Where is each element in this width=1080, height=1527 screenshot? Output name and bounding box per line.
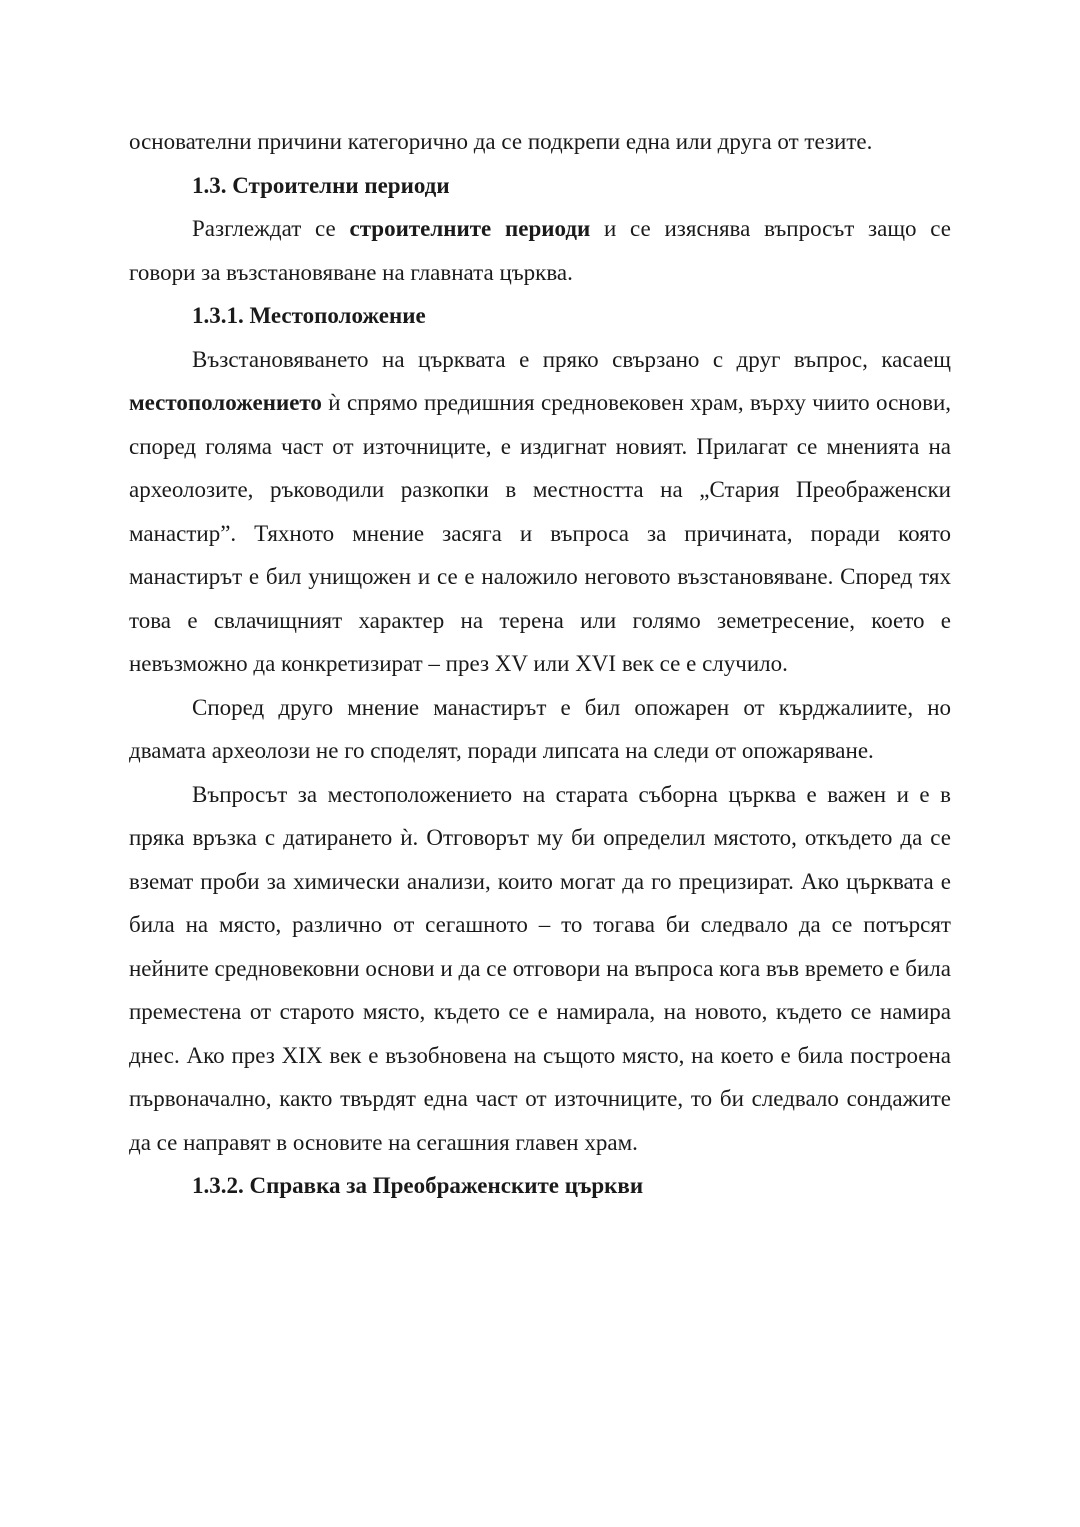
paragraph-text: Разглеждат се (192, 216, 350, 241)
paragraph-other-opinion: Според друго мнение манастирът е бил опожарен от кърджалиите, но двамата археолози не го споделят, поради липсата на следи от опожаряване. (129, 694, 951, 763)
paragraph-text: и се изяснява въпросът защо се говори за възстановяване на главната църква. (129, 216, 951, 285)
bold-term-location: местоположението (129, 390, 322, 415)
paragraph-text: Възстановяването на църквата е пряко свързано с друг въпрос, касаещ (192, 346, 951, 372)
paragraph-text: ѝ спрямо предишния средновековен храм, върху чиито основи, според голяма част от източниците, е издигнат новият. Прилагат се мненията на археолозите, ръководили разкопки в местността на „Стария Преображенски манастир”. Тяхното мнение засяга и въпроса за причината, поради която манастирът е бил унищожен и се е наложило неговото възстановяване. Според тях това е свлачищният характер на терена или голямо земетресение, което е невъзможно да конкретизират – през XV или XVI век се е случило. (129, 390, 951, 676)
paragraph-dating: Въпросът за местоположението на старата съборна църква е важен и е в пряка връзка с датирането ѝ. Отговорът му би определил мястото, откъдето да се вземат проби за химически анализи, които могат да го прецизират. Ако църквата е била на място, различно от сегашното – то тогава би следвало да се потърсят нейните средновековни основи и да се отговори на въпроса кога във времето е била преместена от старото място, където се е намирала, на новото, където се намира днес. Ако през XIX век е възобновена на същото място, на което е била построена първоначално, както твърдят една част от източниците, то би следвало сондажите да се направят в основите на сегашния главен храм. (129, 781, 951, 1155)
paragraph-continuation: основателни причини категорично да се подкрепи една или друга от тезите. (129, 129, 873, 154)
heading-1-3: 1.3. Строителни периоди (192, 172, 450, 198)
heading-1-3-1: 1.3.1. Местоположение (192, 303, 426, 328)
paragraph-location (129, 338, 951, 686)
document-page (129, 120, 951, 1208)
heading-1-3-2: 1.3.2. Справка за Преображенските църкви (192, 1173, 644, 1198)
paragraph-building-periods (129, 207, 951, 294)
bold-term-building-periods: строителните периоди (349, 216, 591, 241)
